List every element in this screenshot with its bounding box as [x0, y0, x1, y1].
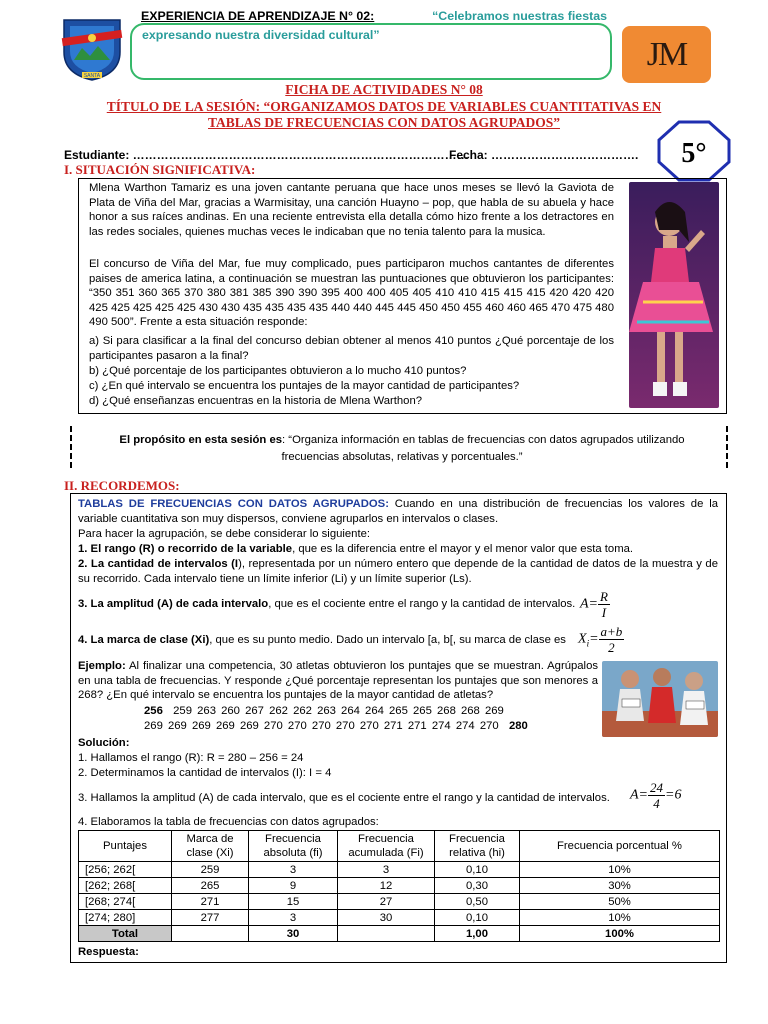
table-header: Frecuencia acumulada (Fi): [338, 831, 435, 862]
table-cell: 15: [249, 894, 338, 910]
table-header: Marca de clase (Xi): [172, 831, 249, 862]
purpose-label: El propósito en esta sesión es: [119, 434, 283, 446]
table-cell: 1,00: [435, 926, 520, 942]
table-row: [79, 894, 720, 910]
table-cell: 0,10: [435, 862, 520, 878]
step1-text: , que es la diferencia entre el mayor y el menor valor que esta toma.: [292, 543, 634, 555]
step1: [78, 542, 718, 557]
table-cell: 9: [249, 878, 338, 894]
session-title-line2: TABLAS DE FRECUENCIAS CON DATOS AGRUPADOS”: [208, 115, 560, 130]
intro-title: TABLAS DE FRECUENCIAS CON DATOS AGRUPADOS:: [78, 498, 389, 510]
table-cell: 3: [249, 862, 338, 878]
experiencia-label: EXPERIENCIA DE APRENDIZAJE N° 02:: [141, 9, 375, 23]
table-cell: 0,30: [435, 878, 520, 894]
solution-step3: 3. Hallamos la amplitud (A) de cada intervalo, que es el cociente entre el rango y la cantidad de intervalos.: [78, 792, 610, 804]
table-cell: 100%: [520, 926, 720, 942]
experiencia-title: [141, 9, 607, 23]
table-cell: 0,50: [435, 894, 520, 910]
table-cell: 265: [172, 878, 249, 894]
table-cell: 50%: [520, 894, 720, 910]
table-cell: 0,10: [435, 910, 520, 926]
purpose-text: [96, 432, 708, 466]
example-paragraph: [78, 659, 598, 703]
data-last-value: 280: [508, 720, 528, 732]
table-cell: 277: [172, 910, 249, 926]
table-cell: [256; 262[: [79, 862, 172, 878]
table-header: Puntajes: [79, 831, 172, 862]
question-b: b) ¿Qué porcentaje de los participantes obtuvieron a lo mucho 410 puntos?: [89, 365, 467, 377]
solution-step2: 2. Determinamos la cantidad de intervalos (I): I = 4: [78, 767, 332, 779]
table-cell: 30%: [520, 878, 720, 894]
table-row: [79, 862, 720, 878]
step4-title: 4. La marca de clase (Xi): [78, 634, 210, 646]
purpose-body: : “Organiza información en tablas de frecuencias con datos agrupados utilizando frecuencias absolutas, relativas y porcentuales.”: [281, 434, 685, 463]
table-header: Frecuencia relativa (hi): [435, 831, 520, 862]
singer-photo: [629, 182, 719, 408]
table-header: Frecuencia porcentual %: [520, 831, 720, 862]
class-mark-formula: $X_i=$ $\frac{a+b}{2}$: [578, 624, 623, 655]
table-total-row: [79, 926, 720, 942]
table-cell: 30: [249, 926, 338, 942]
step2-title: 2. La cantidad de intervalos (I: [78, 558, 239, 570]
step4-text: , que es su punto medio. Dado un intervalo [a, b[, su marca de clase es: [209, 634, 566, 646]
table-cell: 10%: [520, 910, 720, 926]
step3-text: , que es el cociente entre el rango y la cantidad de intervalos.: [268, 598, 576, 610]
question-c: c) ¿En qué intervalo se encuentra los puntajes de la mayor cantidad de participantes?: [89, 380, 520, 392]
table-cell: 3: [338, 862, 435, 878]
step2-text: ), representada por un número entero que depende de la cantidad de datos de la muestra y de su recorrido. Cada intervalo tiene un límite inferior (Li) y un límite superior (Ls).: [78, 558, 718, 585]
situation-paragraph2: El concurso de Viña del Mar, fue muy complicado, pues participaron muchos cantantes de diferentes paises de america latina, a continuación se muestran las puntuaciones que obtuvieron los participantes: “350 351 360 365 370 380 381 385 390 390 395 400 400 405 405 410 410 415 415 415 420 420 420 425 425 425 425 425 430 430 435 435 435 435 440 440 445 445 450 450 455 460 460 465 470 475 480 490 500”. Frente a esta situación responde:: [89, 258, 614, 329]
table-cell: 12: [338, 878, 435, 894]
table-header: Frecuencia absoluta (fi): [249, 831, 338, 862]
situation-paragraph1: Mlena Warthon Tamariz es una joven cantante peruana que hace unos meses se llevó la Gaviota de Plata de Viña del Mar, gracias a Warmisitay, una canción Huayno – pop, que habla de su abuela y hace honor a sus raíces andinas. En una reciente entrevista ella detalla cómo hizo frente a los detractores en las redes sociales, quienes muchas veces le indicaban que no tenia talento para la musica.: [89, 182, 614, 238]
table-cell: Total: [79, 926, 172, 942]
table-cell: [262; 268[: [79, 878, 172, 894]
ficha-title: FICHA DE ACTIVIDADES N° 08: [285, 82, 483, 97]
step2: [78, 557, 718, 586]
question-a: a) Si para clasificar a la final del concurso debian obtener al menos 410 puntos ¿Qué porcentaje de los participantes pasaron a la final?: [89, 335, 614, 362]
amplitude-formula: A= $\frac{R}{I}$: [580, 589, 608, 620]
date-field[interactable]: Fecha: ……………………………….: [449, 148, 639, 162]
jm-logo: JM: [622, 26, 711, 83]
table-cell: 10%: [520, 862, 720, 878]
solution-label: Solución:: [78, 737, 130, 749]
table-cell: 271: [172, 894, 249, 910]
athletes-photo: [602, 661, 718, 737]
svg-text:SANTA: SANTA: [83, 73, 101, 79]
table-cell: 259: [172, 862, 249, 878]
table-cell: 27: [338, 894, 435, 910]
table-cell: [274; 280]: [79, 910, 172, 926]
student-name-field[interactable]: Estudiante: …………………………………………………………………………: [64, 148, 469, 162]
example-text: Al finalizar una competencia, 30 atletas obtuvieron los puntajes que se muestran. Agrúpalos en una tabla de frecuencias. Y responde ¿Qué porcentaje representan los puntajes que son menores a 268? ¿En qué intervalo se encuentra los puntajes de la mayor cantidad de atletas?: [78, 660, 598, 702]
amplitude-result-formula: A= $\frac{24}{4}$ =6: [630, 780, 682, 811]
table-cell: 30: [338, 910, 435, 926]
data-first-value: 256: [144, 705, 163, 717]
step1-title: 1. El rango (R) o recorrido de la variable: [78, 543, 293, 555]
table-cell: [172, 926, 249, 942]
table-row: [79, 910, 720, 926]
school-shield-logo: [60, 16, 124, 82]
step4: [78, 633, 578, 648]
experiencia-title-part2: expresando nuestra diversidad cultural”: [142, 28, 380, 42]
frequency-table: [78, 830, 720, 942]
table-row: [79, 878, 720, 894]
experiencia-title-part1: “Celebramos nuestras fiestas: [432, 9, 607, 23]
grade-badge: [657, 120, 731, 182]
intro-text: Cuando en una distribución de frecuencias los valores de la variable cuantitativa son muy dispersos, conviene agruparlos en intervalos o clases.: [78, 498, 718, 525]
answer-label: Respuesta:: [78, 946, 139, 958]
example-label: Ejemplo:: [78, 660, 126, 672]
data-row-2: 269 269 269 269 269 270 270 270 270 270 271 271 274 274 270 280: [144, 720, 528, 732]
section2-heading: II. RECORDEMOS:: [64, 478, 180, 493]
question-d: d) ¿Qué enseñanzas encuentras en la historia de Mlena Warthon?: [89, 395, 423, 407]
table-cell: [338, 926, 435, 942]
intro2: Para hacer la agrupación, se debe considerar lo siguiente:: [78, 528, 371, 540]
table-cell: 3: [249, 910, 338, 926]
data-row-1: 256 259 263 260 267 262 262 263 264 264 265 265 268 268 269: [144, 705, 504, 717]
session-title-line1: TÍTULO DE LA SESIÓN: “ORGANIZAMOS DATOS DE VARIABLES CUANTITATIVAS EN: [106, 99, 662, 114]
solution-step4: 4. Elaboramos la tabla de frecuencias con datos agrupados:: [78, 816, 379, 828]
section1-heading: I. SITUACIÓN SIGNIFICATIVA:: [64, 162, 256, 177]
step3: [78, 597, 578, 612]
step3-title: 3. La amplitud (A) de cada intervalo: [78, 598, 269, 610]
intro-paragraph: [78, 497, 718, 526]
table-cell: [268; 274[: [79, 894, 172, 910]
svg-text:5°: 5°: [681, 138, 707, 169]
table-header-row: [79, 831, 720, 862]
solution-step1: 1. Hallamos el rango (R): R = 280 – 256 = 24: [78, 752, 304, 764]
